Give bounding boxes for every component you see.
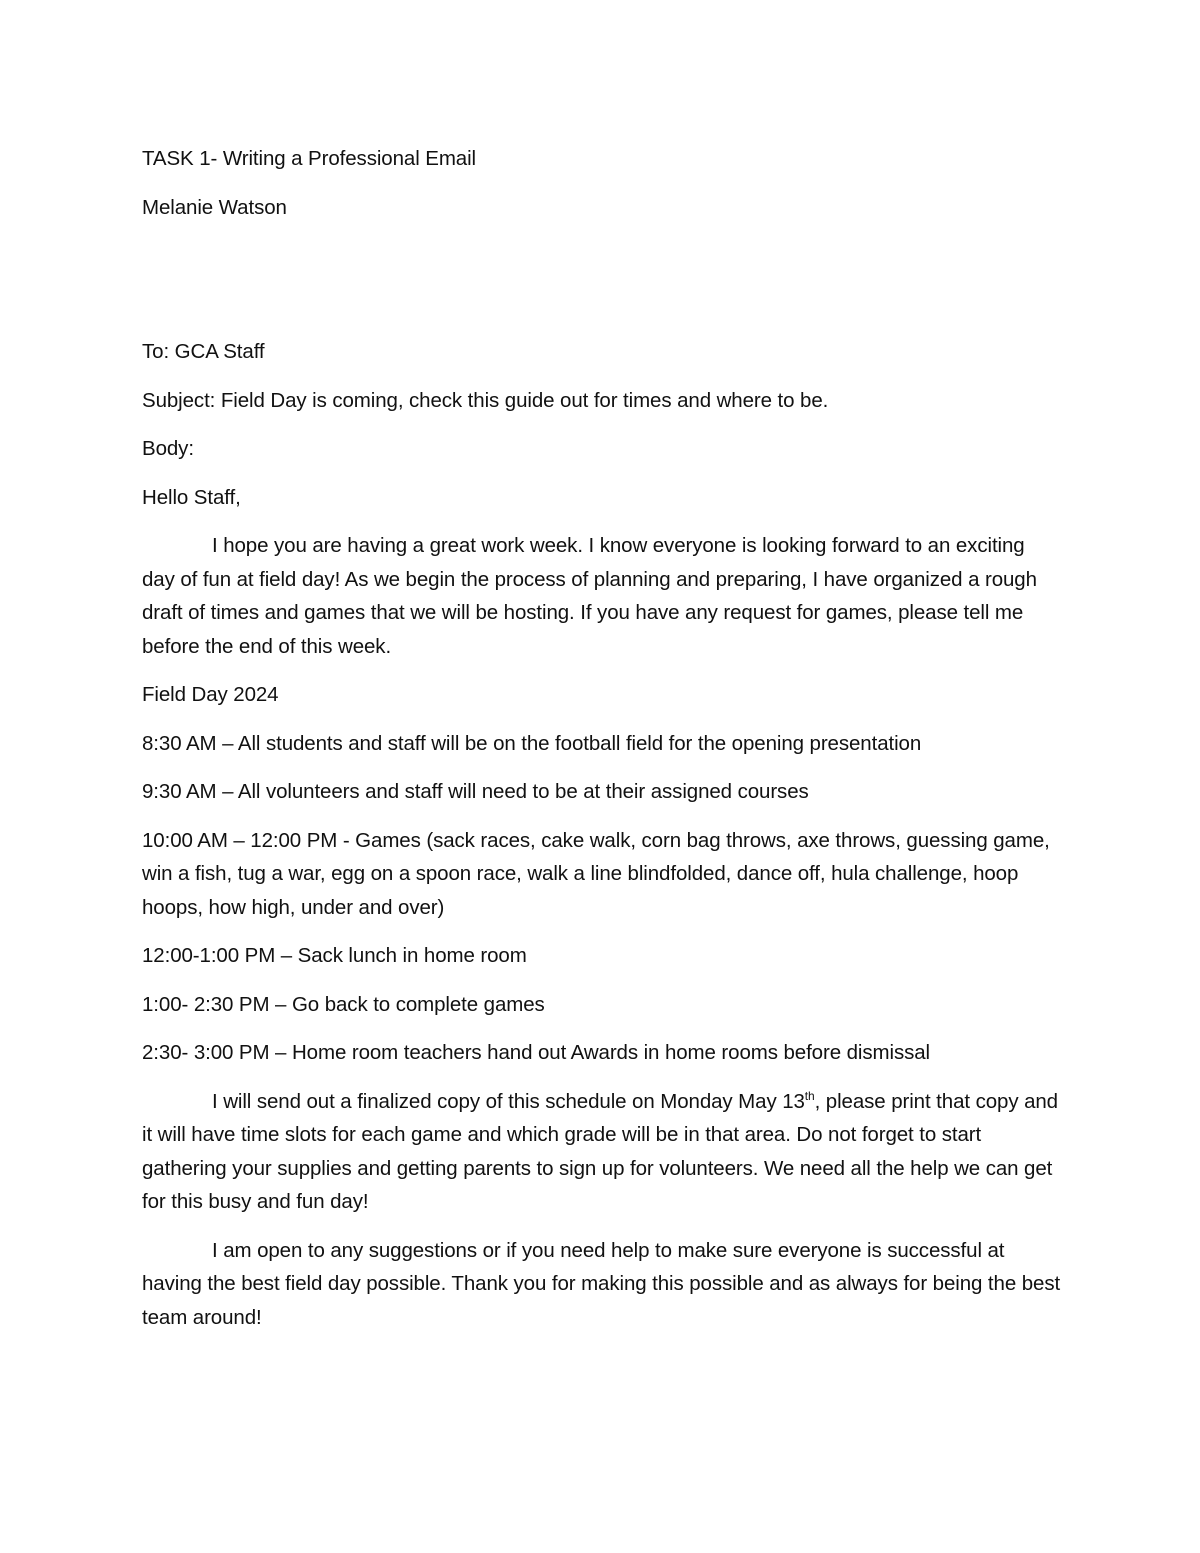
- author-name: Melanie Watson: [142, 195, 287, 219]
- task-title: TASK 1- Writing a Professional Email: [142, 147, 477, 170]
- schedule-item: 1:00- 2:30 PM – Go back to complete games: [142, 992, 545, 1016]
- schedule-item: 2:30- 3:00 PM – Home room teachers hand out Awards in home rooms before dismissal: [142, 1041, 930, 1064]
- email-to: To: GCA Staff: [142, 340, 265, 363]
- schedule-item: 8:30 AM – All students and staff will be on the football field for the opening presentation: [142, 731, 922, 755]
- document-content: [142, 142, 1062, 1349]
- email-subject: Subject: Field Day is coming, check this guide out for times and where to be.: [142, 388, 829, 412]
- email-followup-paragraph: [142, 1085, 1062, 1219]
- followup-text-part2: , please print that copy and it will have time slots for each game and which grade will be in that area. Do not forget to start gathering your supplies and getting parents to sign up for volunteers. We need all the help we can get for this busy and fun day!: [142, 1089, 1058, 1213]
- schedule-title: Field Day 2024: [142, 683, 279, 706]
- email-body-label: Body:: [142, 437, 194, 460]
- email-intro-paragraph: I hope you are having a great work week. I know everyone is looking forward to an exciting day of fun at field day! As we begin the process of planning and preparing, I have organized a rough draft of times and games that we will be hosting. If you have any request for games, please tell me before the end of this week.: [142, 534, 1037, 658]
- followup-text-part1: I will send out a finalized copy of this schedule on Monday May 13: [212, 1089, 805, 1113]
- spacer: [142, 239, 1062, 335]
- schedule-item: 12:00-1:00 PM – Sack lunch in home room: [142, 944, 527, 967]
- schedule-item: 9:30 AM – All volunteers and staff will need to be at their assigned courses: [142, 780, 809, 803]
- email-closing-paragraph: I am open to any suggestions or if you need help to make sure everyone is successful at having the best field day possible. Thank you for making this possible and as always for being the best team around!: [142, 1238, 1061, 1329]
- email-greeting: Hello Staff,: [142, 485, 241, 509]
- schedule-item: 10:00 AM – 12:00 PM - Games (sack races, cake walk, corn bag throws, axe throws, guessing game, win a fish, tug a war, egg on a spoon race, walk a line blindfolded, dance off, hula challenge, hoop hoops, how high, under and over): [142, 828, 1050, 919]
- followup-superscript: th: [804, 1088, 815, 1103]
